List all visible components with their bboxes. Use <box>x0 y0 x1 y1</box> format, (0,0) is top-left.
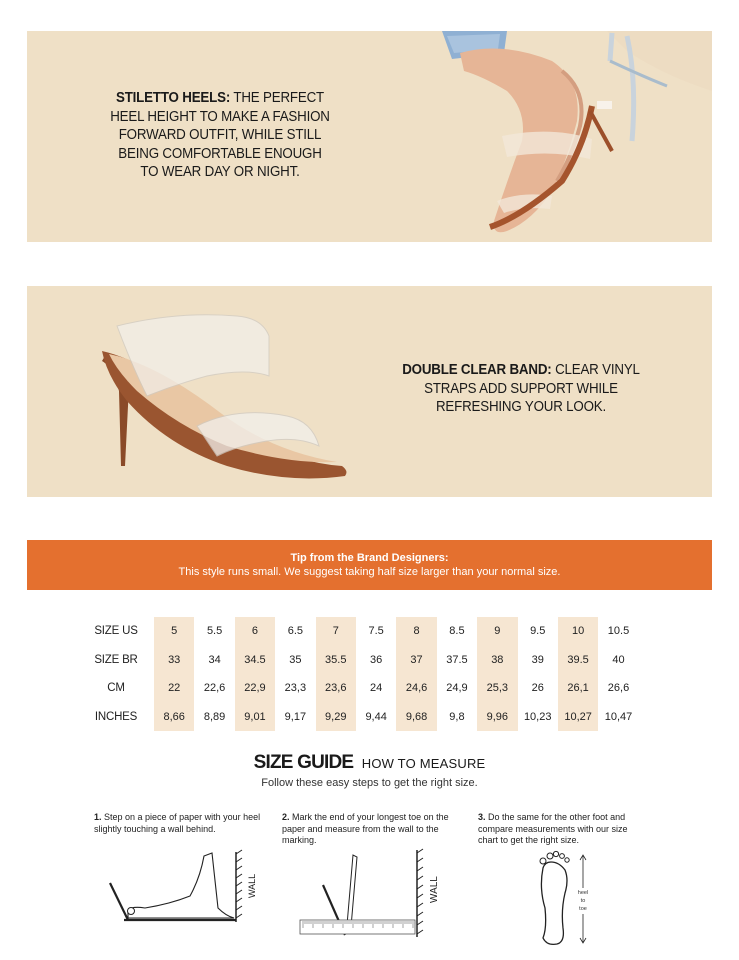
size-cell: 22,6 <box>203 682 226 695</box>
size-row <box>78 646 639 675</box>
size-row-label: CM <box>107 682 125 695</box>
size-cell: 7.5 <box>368 625 384 638</box>
size-cell: 25,3 <box>477 674 517 703</box>
step-text: Do the same for the other foot and compare measurements with our size chart to get the right size. <box>478 812 628 845</box>
size-cell: 9,96 <box>477 703 517 732</box>
size-cell: 24,6 <box>396 674 436 703</box>
size-cell: 9.5 <box>530 625 546 638</box>
feature-stiletto-body: THE PERFECT HEEL HEIGHT TO MAKE A FASHION FORWARD OUTFIT, WHILE STILL BEING COMFORTABLE ENOUGH TO WEAR DAY OR NIGHT. <box>110 90 330 180</box>
feature-clear-band-body: CLEAR VINYL STRAPS ADD SUPPORT WHILE REFRESHING YOUR LOOK. <box>424 362 640 415</box>
guide-step-3 <box>478 812 650 847</box>
size-cell: 10.5 <box>607 625 630 638</box>
designer-tip-banner <box>27 540 712 590</box>
size-cell: 36 <box>370 653 383 666</box>
size-cell: 24 <box>370 682 383 695</box>
size-cell: 10,27 <box>558 703 598 732</box>
size-cell: 37 <box>396 646 436 675</box>
size-cell: 6.5 <box>287 625 304 638</box>
size-cell: 26 <box>531 682 544 695</box>
size-row <box>78 674 639 703</box>
size-cell: 8,66 <box>154 703 194 732</box>
size-row-label: SIZE BR <box>94 653 138 666</box>
feature-panel-stiletto <box>27 31 712 242</box>
size-cell: 35 <box>289 653 302 666</box>
size-cell: 24,9 <box>446 682 468 695</box>
step-text: Step on a piece of paper with your heel slightly touching a wall behind. <box>94 812 261 834</box>
size-cell: 10 <box>558 617 598 646</box>
size-cell: 5.5 <box>206 625 223 638</box>
size-cell: 6 <box>235 617 275 646</box>
feature-panel-clear-band <box>27 286 712 497</box>
size-chart-table <box>78 617 639 731</box>
feature-clear-band-title: DOUBLE CLEAR BAND: <box>402 362 552 378</box>
size-cell: 39.5 <box>558 646 598 675</box>
ruler-diagram <box>295 845 445 945</box>
size-row <box>78 617 639 646</box>
step-number: 1. <box>94 812 102 822</box>
size-cell: 5 <box>154 617 194 646</box>
wall-label: WALL <box>429 876 440 903</box>
heel-label: heel <box>577 890 589 896</box>
size-cell: 37.5 <box>446 653 468 666</box>
footprint-diagram <box>525 848 605 948</box>
size-guide-intro: Follow these easy steps to get the right size. <box>261 777 478 789</box>
size-cell: 8 <box>396 617 436 646</box>
size-cell: 34.5 <box>235 646 275 675</box>
wall-label: WALL <box>247 873 257 898</box>
size-cell: 22,9 <box>235 674 275 703</box>
tip-text: This style runs small. We suggest taking half size larger than your normal size. <box>178 566 561 578</box>
size-cell: 40 <box>612 653 625 666</box>
size-cell: 35.5 <box>316 646 356 675</box>
size-cell: 38 <box>477 646 517 675</box>
feature-clear-band-text <box>401 361 640 417</box>
size-cell: 9,29 <box>316 703 356 732</box>
size-cell: 26,1 <box>558 674 598 703</box>
leg-photo <box>412 31 712 242</box>
size-cell: 10,47 <box>604 710 633 723</box>
size-cell: 9,44 <box>365 710 387 723</box>
size-cell: 9,17 <box>284 710 307 723</box>
size-guide-title: SIZE GUIDE <box>253 752 354 773</box>
tip-title: Tip from the Brand Designers: <box>290 552 449 564</box>
size-cell: 23,3 <box>284 682 307 695</box>
size-cell: 9,01 <box>235 703 275 732</box>
size-cell: 9 <box>477 617 517 646</box>
size-cell: 8.5 <box>449 625 465 638</box>
step-number: 2. <box>282 812 290 822</box>
size-guide-subtitle: HOW TO MEASURE <box>361 756 486 771</box>
size-cell: 23,6 <box>316 674 356 703</box>
step-number: 3. <box>478 812 486 822</box>
size-guide-heading <box>0 752 739 774</box>
size-cell: 33 <box>154 646 194 675</box>
size-cell: 39 <box>531 653 544 666</box>
size-cell: 7 <box>316 617 356 646</box>
toe-label: toe <box>579 906 587 912</box>
size-cell: 9,68 <box>396 703 436 732</box>
size-row-label: SIZE US <box>94 625 138 638</box>
size-cell: 10,23 <box>523 710 552 723</box>
sandal-photo <box>87 306 377 486</box>
step-text: Mark the end of your longest toe on the paper and measure from the wall to the marking. <box>282 812 449 845</box>
feature-stiletto-title: STILETTO HEELS: <box>115 90 231 106</box>
size-row <box>78 703 639 732</box>
to-label: to <box>580 898 586 904</box>
guide-step-2 <box>282 812 454 847</box>
size-row-label: INCHES <box>94 710 138 723</box>
guide-step-1 <box>94 812 266 835</box>
size-cell: 26,6 <box>607 682 630 695</box>
size-cell: 9,8 <box>449 710 465 723</box>
size-cell: 8,89 <box>203 710 226 723</box>
size-cell: 34 <box>208 653 221 666</box>
size-cell: 22 <box>154 674 194 703</box>
foot-wall-diagram <box>100 848 260 930</box>
feature-stiletto-text <box>110 89 331 182</box>
